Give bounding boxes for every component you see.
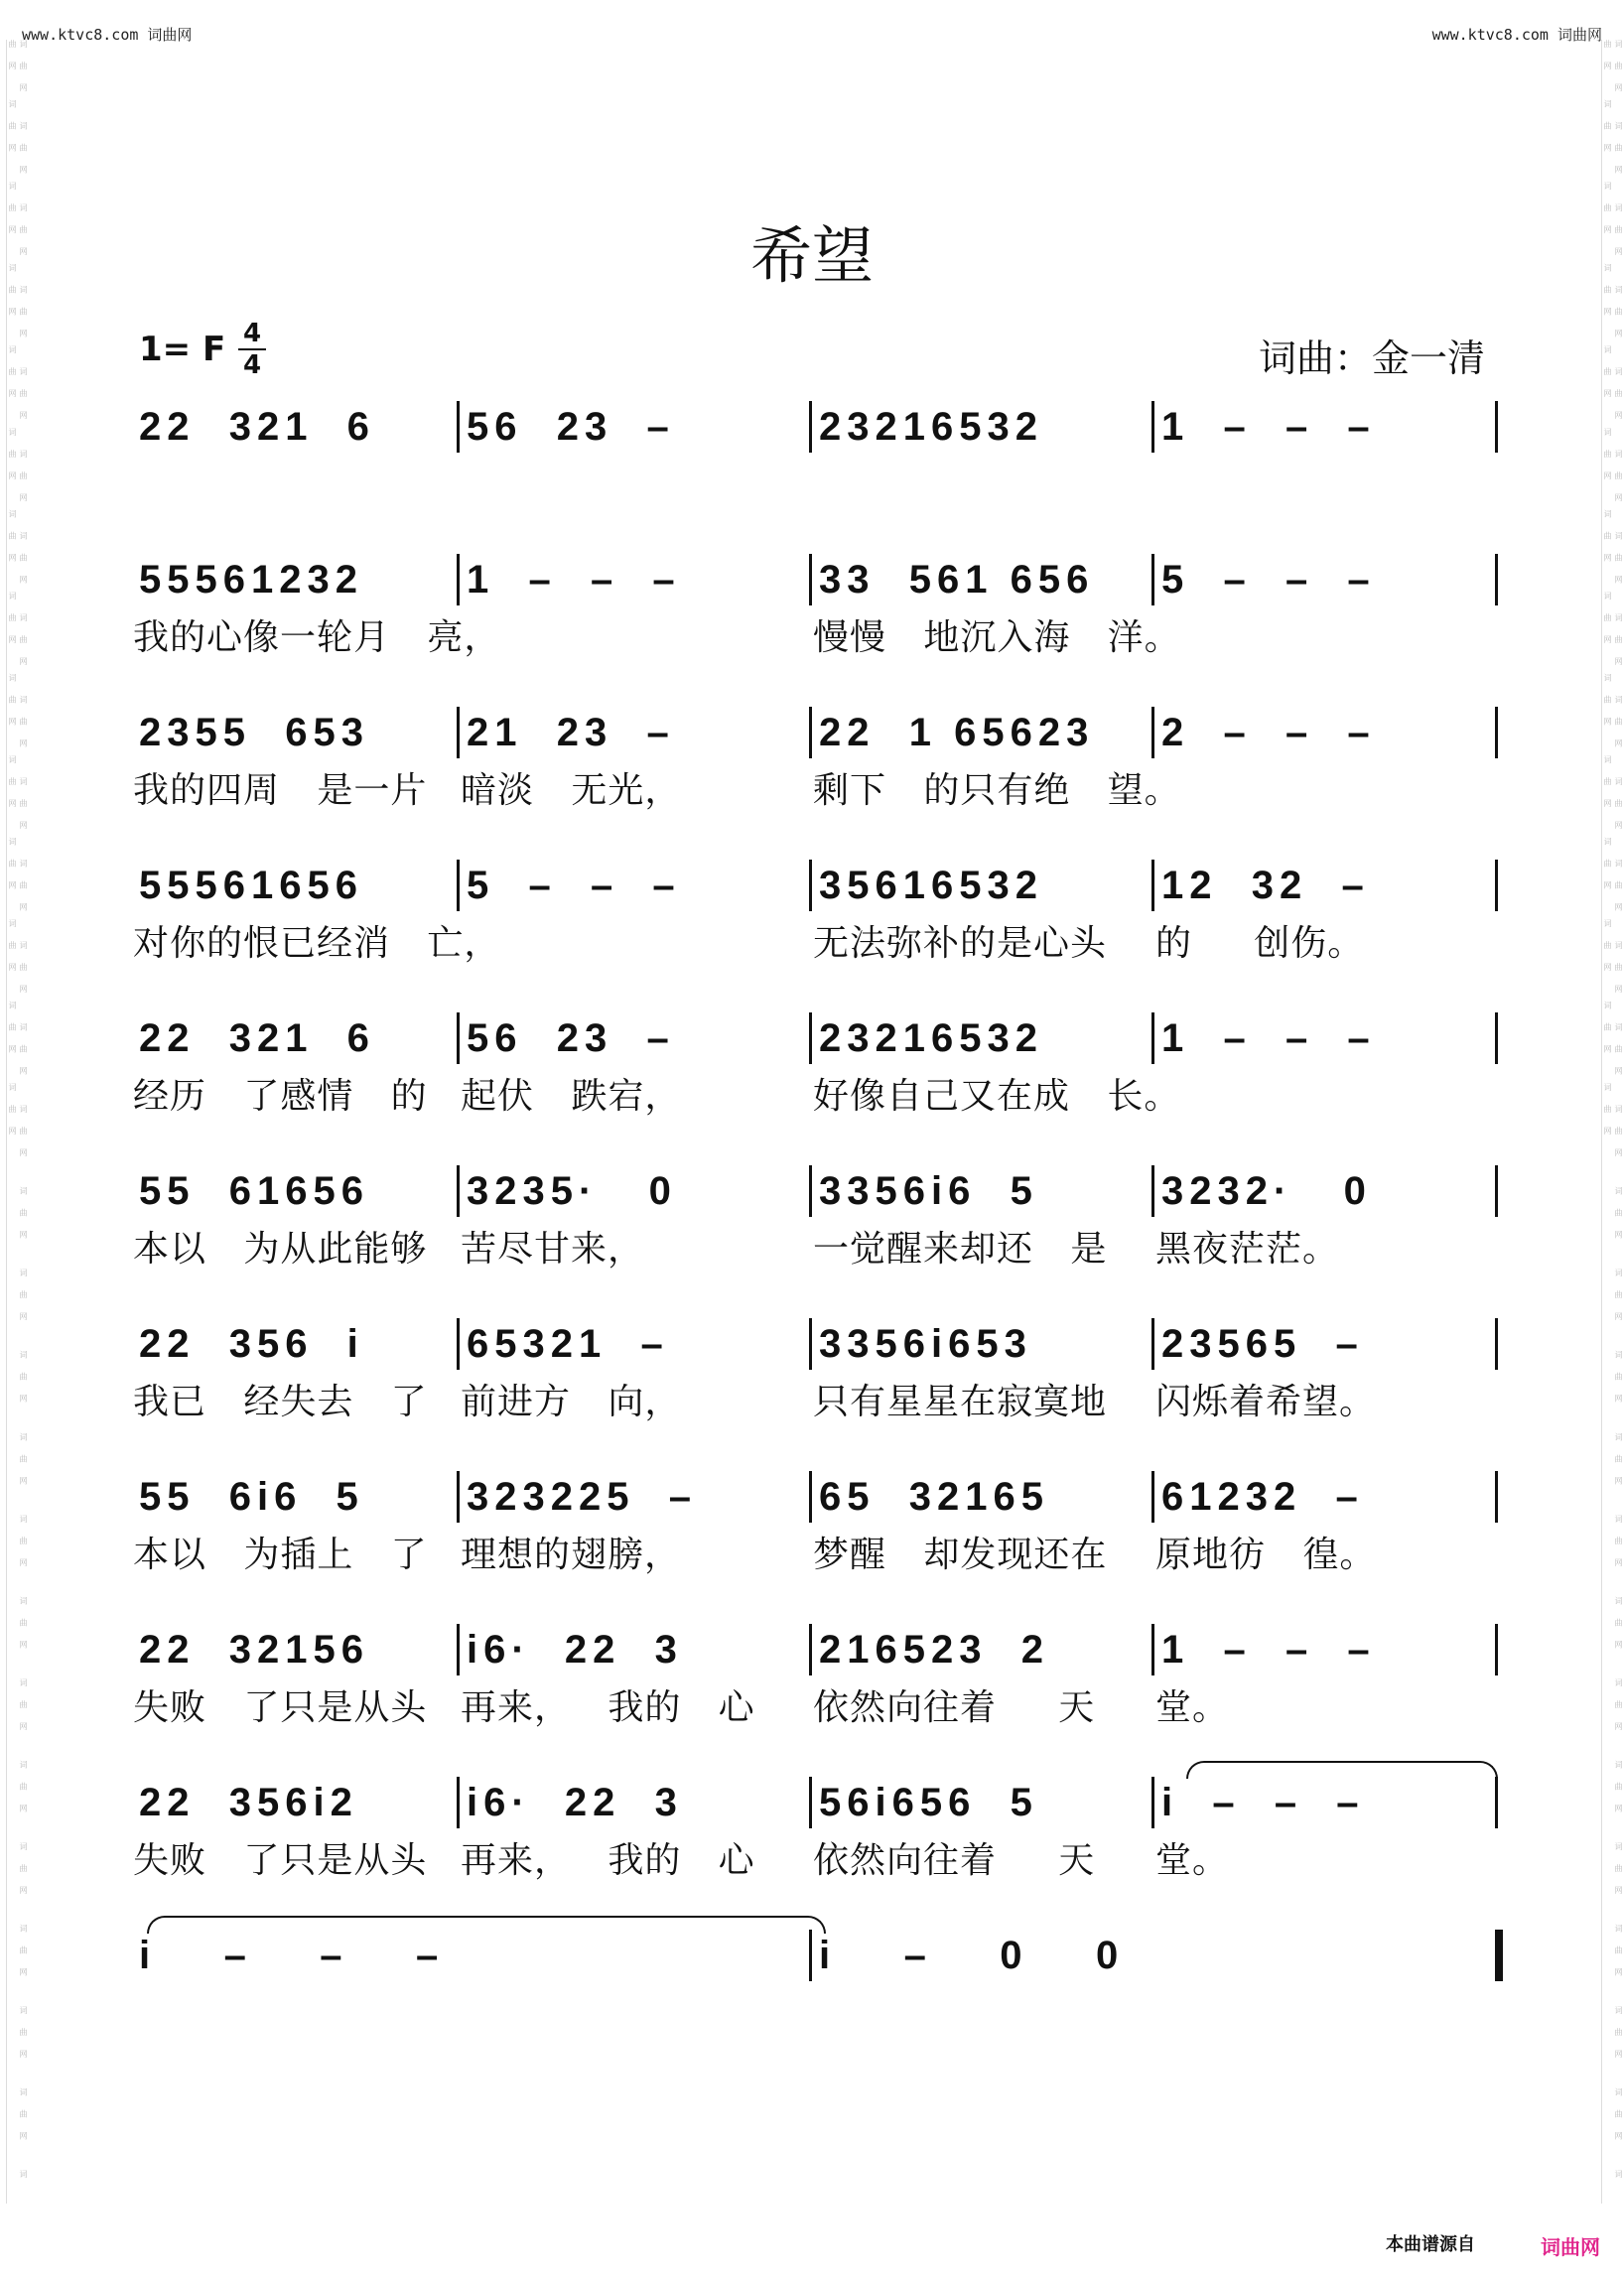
lyric-segment: 闪烁着希望。 <box>1155 1382 1377 1422</box>
measure-notes: 1 – – – <box>467 558 681 602</box>
watermark-strip-left <box>6 40 28 2204</box>
barline <box>809 1012 812 1064</box>
measure-notes: 22 356 i <box>139 1322 364 1366</box>
barline <box>1495 707 1498 758</box>
score-system <box>133 703 1499 814</box>
credit-line: 词曲：金一清 <box>1258 336 1485 380</box>
lyric-line <box>133 1679 1499 1731</box>
measure-notes: 22 356i2 <box>139 1781 358 1824</box>
meter-bottom: 4 <box>242 350 262 380</box>
measure-notes: 12 32 – <box>1161 864 1370 907</box>
lyric-segment: 再来， 我的 心 <box>461 1687 755 1728</box>
lyric-line <box>133 1221 1499 1273</box>
score-system <box>133 1008 1499 1120</box>
lyric-segment: 慢慢 地沉入海 洋。 <box>813 617 1181 658</box>
song-title: 希望 <box>749 219 874 292</box>
barline <box>457 401 460 453</box>
lyric-segment: 苦尽甘来， <box>461 1229 645 1270</box>
barline <box>809 1930 812 1981</box>
lyric-line <box>133 1527 1499 1578</box>
barline <box>1495 1930 1503 1981</box>
notation-staff <box>139 703 1499 762</box>
measure-notes: 23565 – <box>1161 1322 1364 1366</box>
measure-notes: 56i656 5 <box>819 1781 1038 1824</box>
lyric-segment: 暗淡 无光， <box>461 770 682 811</box>
measure-notes: 5 – – – <box>467 864 681 907</box>
barline <box>457 1165 460 1217</box>
measure-notes: 56 23 – <box>467 405 675 449</box>
lyric-segment: 黑夜茫茫。 <box>1155 1229 1340 1270</box>
notation-staff <box>139 397 1499 457</box>
lyric-segment: 堂。 <box>1155 1840 1230 1881</box>
barline <box>1495 860 1498 911</box>
barline <box>1495 1777 1498 1828</box>
barline <box>1151 1624 1154 1675</box>
lyric-segment: 剩下 的只有绝 望。 <box>813 770 1181 811</box>
measure-notes: 3235· 0 <box>467 1169 677 1213</box>
barline <box>457 1471 460 1523</box>
watermark-text: 词曲网 词曲网 词曲网 词曲网 词曲网 词曲网 词曲网 词曲网 词曲网 词曲网 词曲网 词曲网 词曲网 词曲网 词曲网 词曲网 词曲网 词曲网 词曲网 词曲网 词曲网 词曲网 词曲网 词曲网 词曲网 词曲网 词曲网 词曲网 词曲网 词曲网 词曲网 词曲网 词曲网 词曲网 词曲网 词曲网 词曲网 词曲网 词曲网 词曲网 <box>8 40 28 2193</box>
lyric-segment: 本以 为插上 了 <box>133 1535 428 1575</box>
barline <box>1495 401 1498 453</box>
barline <box>1495 1624 1498 1675</box>
barline <box>457 707 460 758</box>
score-system <box>133 550 1499 661</box>
lyric-segment: 对你的恨已经消 亡， <box>133 923 501 964</box>
lyric-line <box>133 762 1499 814</box>
measure-notes: 22 1 65623 <box>819 711 1095 754</box>
measure-notes: 35616532 <box>819 864 1043 907</box>
watermark-text: 词曲网 词曲网 词曲网 词曲网 词曲网 词曲网 词曲网 词曲网 词曲网 词曲网 词曲网 词曲网 词曲网 词曲网 词曲网 词曲网 词曲网 词曲网 词曲网 词曲网 词曲网 词曲网 词曲网 词曲网 词曲网 词曲网 词曲网 词曲网 词曲网 词曲网 词曲网 词曲网 词曲网 词曲网 词曲网 词曲网 词曲网 词曲网 词曲网 词曲网 <box>1603 40 1623 2193</box>
measure-notes: 1 – – – <box>1161 1016 1376 1060</box>
lyric-segment: 前进方 向， <box>461 1382 682 1422</box>
lyric-segment: 我的心像一轮月 亮， <box>133 617 501 658</box>
barline <box>809 707 812 758</box>
measure-notes: i – – – <box>1161 1781 1365 1824</box>
barline <box>809 401 812 453</box>
measure-notes: i – 0 0 <box>819 1934 1125 1977</box>
lyric-line <box>139 1985 1499 2037</box>
footer-source-label: 本曲谱源自 <box>1386 2234 1475 2255</box>
header-site-left: www.ktvc8.com 词曲网 <box>22 26 193 44</box>
time-signature <box>238 320 266 379</box>
measure-notes: i – – – <box>139 1934 445 1977</box>
barline <box>809 1318 812 1370</box>
score-system <box>133 1161 1499 1273</box>
barline <box>1495 1165 1498 1217</box>
barline <box>809 860 812 911</box>
barline <box>457 554 460 605</box>
measure-notes: 2355 653 <box>139 711 369 754</box>
measure-notes: i6· 22 3 <box>467 1781 683 1824</box>
key-signature: 1= F <box>139 330 226 369</box>
measure-notes: 55 6i6 5 <box>139 1475 364 1519</box>
score-system <box>139 1926 1499 2037</box>
barline <box>457 1318 460 1370</box>
barline <box>457 1012 460 1064</box>
measure-notes: 3232· 0 <box>1161 1169 1372 1213</box>
lyric-line <box>133 1068 1499 1120</box>
lyric-segment: 起伏 跌宕， <box>461 1076 682 1117</box>
barline <box>1151 554 1154 605</box>
lyric-line <box>133 915 1499 967</box>
barline <box>1151 1012 1154 1064</box>
barline <box>457 1624 460 1675</box>
measure-notes: 55 61656 <box>139 1169 369 1213</box>
barline <box>1495 1471 1498 1523</box>
score-system <box>133 1314 1499 1425</box>
lyric-line <box>133 609 1499 661</box>
lyric-segment: 失败 了只是从头 <box>133 1687 428 1728</box>
barline <box>457 860 460 911</box>
lyric-segment: 依然向往着 天 <box>813 1840 1096 1881</box>
barline <box>1151 401 1154 453</box>
barline <box>1151 1777 1154 1828</box>
notation-staff <box>139 1773 1499 1832</box>
measure-notes: 3356i6 5 <box>819 1169 1038 1213</box>
lyric-segment: 原地彷 徨。 <box>1155 1535 1377 1575</box>
meter-top: 4 <box>242 319 262 348</box>
measure-notes: 22 321 6 <box>139 1016 375 1060</box>
measure-notes: 55561232 <box>139 558 363 602</box>
lyric-line <box>133 1832 1499 1884</box>
barline <box>1495 1012 1498 1064</box>
lyric-segment: 失败 了只是从头 <box>133 1840 428 1881</box>
score-system <box>133 1773 1499 1884</box>
lyric-segment: 一觉醒来却还 是 <box>813 1229 1108 1270</box>
tie-arc <box>1186 1761 1498 1779</box>
score-system <box>133 1620 1499 1731</box>
barline <box>809 1471 812 1523</box>
lyric-segment: 好像自己又在成 长。 <box>813 1076 1181 1117</box>
barline <box>1151 1471 1154 1523</box>
lyric-segment: 依然向往着 天 <box>813 1687 1096 1728</box>
barline <box>1151 707 1154 758</box>
measure-notes: 23216532 <box>819 1016 1043 1060</box>
lyric-segment: 我已 经失去 了 <box>133 1382 428 1422</box>
measure-notes: 65 32165 <box>819 1475 1049 1519</box>
measure-notes: 21 23 – <box>467 711 675 754</box>
header-site-right: www.ktvc8.com 词曲网 <box>1431 26 1602 44</box>
lyric-segment: 再来， 我的 心 <box>461 1840 755 1881</box>
barline <box>457 1777 460 1828</box>
measure-notes: 33 561 656 <box>819 558 1095 602</box>
barline <box>1495 554 1498 605</box>
lyric-segment: 本以 为从此能够 <box>133 1229 428 1270</box>
footer-site-logo: 词曲网 <box>1541 2235 1600 2259</box>
measure-notes: 22 32156 <box>139 1628 369 1672</box>
watermark-strip-right <box>1601 40 1623 2204</box>
measure-notes: 5 – – – <box>1161 558 1376 602</box>
lyric-segment: 理想的翅膀， <box>461 1535 682 1575</box>
score-system <box>133 1467 1499 1578</box>
lyric-segment: 梦醒 却发现还在 <box>813 1535 1108 1575</box>
notation-staff <box>139 1161 1499 1221</box>
lyric-line <box>139 457 1499 508</box>
measure-notes: 65321 – <box>467 1322 669 1366</box>
barline <box>809 1165 812 1217</box>
barline <box>1151 860 1154 911</box>
tie-arc <box>147 1916 826 1934</box>
notation-staff <box>139 550 1499 609</box>
lyric-segment: 只有星星在寂寞地 <box>813 1382 1108 1422</box>
lyric-segment: 的 创伤。 <box>1155 923 1365 964</box>
barline <box>809 554 812 605</box>
measure-notes: 3356i653 <box>819 1322 1032 1366</box>
measure-notes: 55561656 <box>139 864 363 907</box>
notation-staff <box>139 856 1499 915</box>
lyric-segment: 堂。 <box>1155 1687 1230 1728</box>
lyric-segment: 无法弥补的是心头 <box>813 923 1108 964</box>
measure-notes: 1 – – – <box>1161 1628 1376 1672</box>
notation-staff <box>139 1467 1499 1527</box>
measure-notes: i6· 22 3 <box>467 1628 683 1672</box>
barline <box>809 1624 812 1675</box>
score-system <box>133 856 1499 967</box>
measure-notes: 22 321 6 <box>139 405 375 449</box>
barline <box>1151 1165 1154 1217</box>
measure-notes: 56 23 – <box>467 1016 675 1060</box>
score-system <box>139 397 1499 508</box>
notation-staff <box>139 1620 1499 1679</box>
barline <box>1151 1318 1154 1370</box>
measure-notes: 2 – – – <box>1161 711 1376 754</box>
barline <box>1495 1318 1498 1370</box>
measure-notes: 61232 – <box>1161 1475 1364 1519</box>
notation-staff <box>139 1314 1499 1374</box>
measure-notes: 1 – – – <box>1161 405 1376 449</box>
lyric-segment: 经历 了感情 的 <box>133 1076 428 1117</box>
measure-notes: 216523 2 <box>819 1628 1049 1672</box>
lyric-line <box>133 1374 1499 1425</box>
measure-notes: 323225 – <box>467 1475 697 1519</box>
barline <box>809 1777 812 1828</box>
lyric-segment: 我的四周 是一片 <box>133 770 428 811</box>
notation-staff <box>139 1008 1499 1068</box>
measure-notes: 23216532 <box>819 405 1043 449</box>
notation-staff <box>139 1926 1499 1985</box>
